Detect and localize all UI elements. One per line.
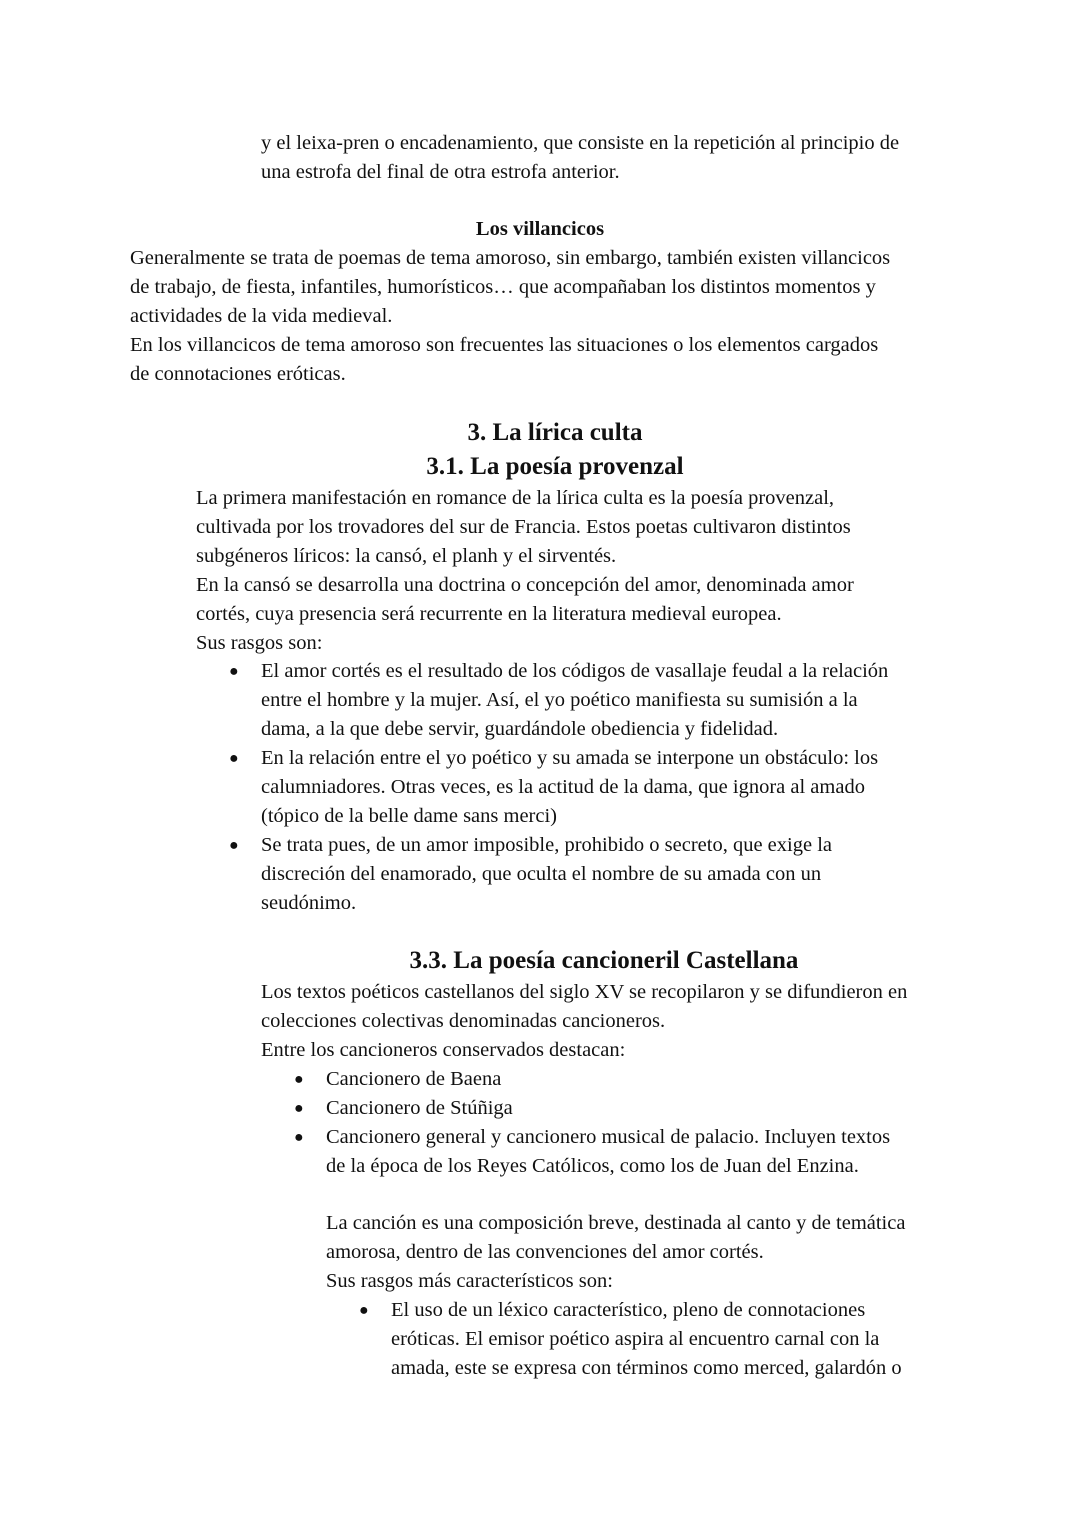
cancion-paragraph [326, 1209, 905, 1296]
list-item-line: eróticas. El emisor poético aspira al encuentro carnal con la [391, 1328, 880, 1350]
cancion-rasgos-list [359, 1296, 902, 1383]
bullet-icon: ● [294, 1100, 304, 1117]
list-item-line: calumniadores. Otras veces, es la actitud de la dama, que ignora al amado [261, 776, 865, 798]
provenzal-paragraph [196, 484, 854, 658]
section-3-1-heading: 3.1. La poesía provenzal [426, 453, 684, 480]
bullet-icon: ● [294, 1071, 304, 1088]
cancion-line: La canción es una composición breve, destinada al canto y de temática [326, 1212, 906, 1234]
cancioneril-line: Los textos poéticos castellanos del siglo XV se recopilaron y se difundieron en [261, 981, 908, 1003]
list-item [294, 1094, 890, 1123]
list-item-line: Se trata pues, de un amor imposible, prohibido o secreto, que exige la [261, 834, 832, 856]
villancicos-line: de connotaciones eróticas. [130, 363, 346, 385]
provenzal-line: En la cansó se desarrolla una doctrina o concepción del amor, denominada amor [196, 574, 854, 596]
list-item-line: Cancionero de Baena [326, 1068, 502, 1090]
villancicos-line: de trabajo, de fiesta, infantiles, humorísticos… que acompañaban los distintos momentos y [130, 276, 876, 298]
bullet-icon: ● [359, 1302, 369, 1319]
list-item-line: discreción del enamorado, que oculta el nombre de su amada con un [261, 863, 822, 885]
cancioneril-paragraph [261, 978, 907, 1065]
provenzal-line: La primera manifestación en romance de la lírica culta es la poesía provenzal, [196, 487, 835, 509]
list-item [229, 744, 888, 831]
list-item [229, 831, 888, 918]
list-item-line: El uso de un léxico característico, pleno de connotaciones [391, 1299, 866, 1321]
list-item [229, 657, 889, 744]
cancioneros-list [294, 1065, 891, 1181]
list-item-line: dama, a la que debe servir, guardándole obediencia y fidelidad. [261, 718, 779, 740]
provenzal-line: cultivada por los trovadores del sur de Francia. Estos poetas cultivaron distintos [196, 516, 851, 538]
villancicos-line: Generalmente se trata de poemas de tema amoroso, sin embargo, también existen villancicos [130, 247, 891, 269]
bullet-icon: ● [229, 837, 239, 854]
list-item [294, 1123, 891, 1181]
amor-cortes-list [229, 657, 889, 918]
section-3-heading: 3. La lírica culta [467, 419, 643, 446]
list-item-line: Cancionero de Stúñiga [326, 1097, 513, 1119]
bullet-icon: ● [294, 1129, 304, 1146]
provenzal-line: subgéneros líricos: la cansó, el planh y el sirventés. [196, 545, 617, 567]
cancioneril-line: colecciones colectivas denominadas cancioneros. [261, 1010, 666, 1032]
section-3-3-heading: 3.3. La poesía cancioneril Castellana [409, 947, 799, 974]
list-item-line: de la época de los Reyes Católicos, como los de Juan del Enzina. [326, 1155, 859, 1177]
provenzal-line: Sus rasgos son: [196, 632, 323, 654]
villancicos-line: actividades de la vida medieval. [130, 305, 393, 327]
list-item-line: entre el hombre y la mujer. Así, el yo poético manifiesta su sumisión a la [261, 689, 858, 711]
cancioneril-line: Entre los cancioneros conservados destacan: [261, 1039, 626, 1061]
list-item [294, 1065, 890, 1094]
list-item-line: El amor cortés es el resultado de los códigos de vasallaje feudal a la relación [261, 660, 889, 682]
provenzal-line: cortés, cuya presencia será recurrente en la literatura medieval europea. [196, 603, 782, 625]
list-item-line: (tópico de la belle dame sans merci) [261, 805, 557, 827]
intro-line: y el leixa-pren o encadenamiento, que consiste en la repetición al principio de [261, 132, 900, 154]
cancion-line: amorosa, dentro de las convenciones del amor cortés. [326, 1241, 764, 1263]
villancicos-line: En los villancicos de tema amoroso son frecuentes las situaciones o los elementos cargados [130, 334, 879, 356]
list-item [359, 1296, 902, 1383]
villancicos-paragraph [130, 244, 890, 389]
intro-paragraph [261, 129, 899, 187]
cancion-line: Sus rasgos más característicos son: [326, 1270, 613, 1292]
list-item-line: amada, este se expresa con términos como merced, galardón o [391, 1357, 902, 1379]
villancicos-heading: Los villancicos [475, 218, 605, 240]
intro-line: una estrofa del final de otra estrofa anterior. [261, 161, 620, 183]
bullet-icon: ● [229, 663, 239, 680]
list-item-line: seudónimo. [261, 892, 357, 914]
bullet-icon: ● [229, 750, 239, 767]
list-item-line: En la relación entre el yo poético y su amada se interpone un obstáculo: los [261, 747, 879, 769]
list-item-line: Cancionero general y cancionero musical de palacio. Incluyen textos [326, 1126, 891, 1148]
